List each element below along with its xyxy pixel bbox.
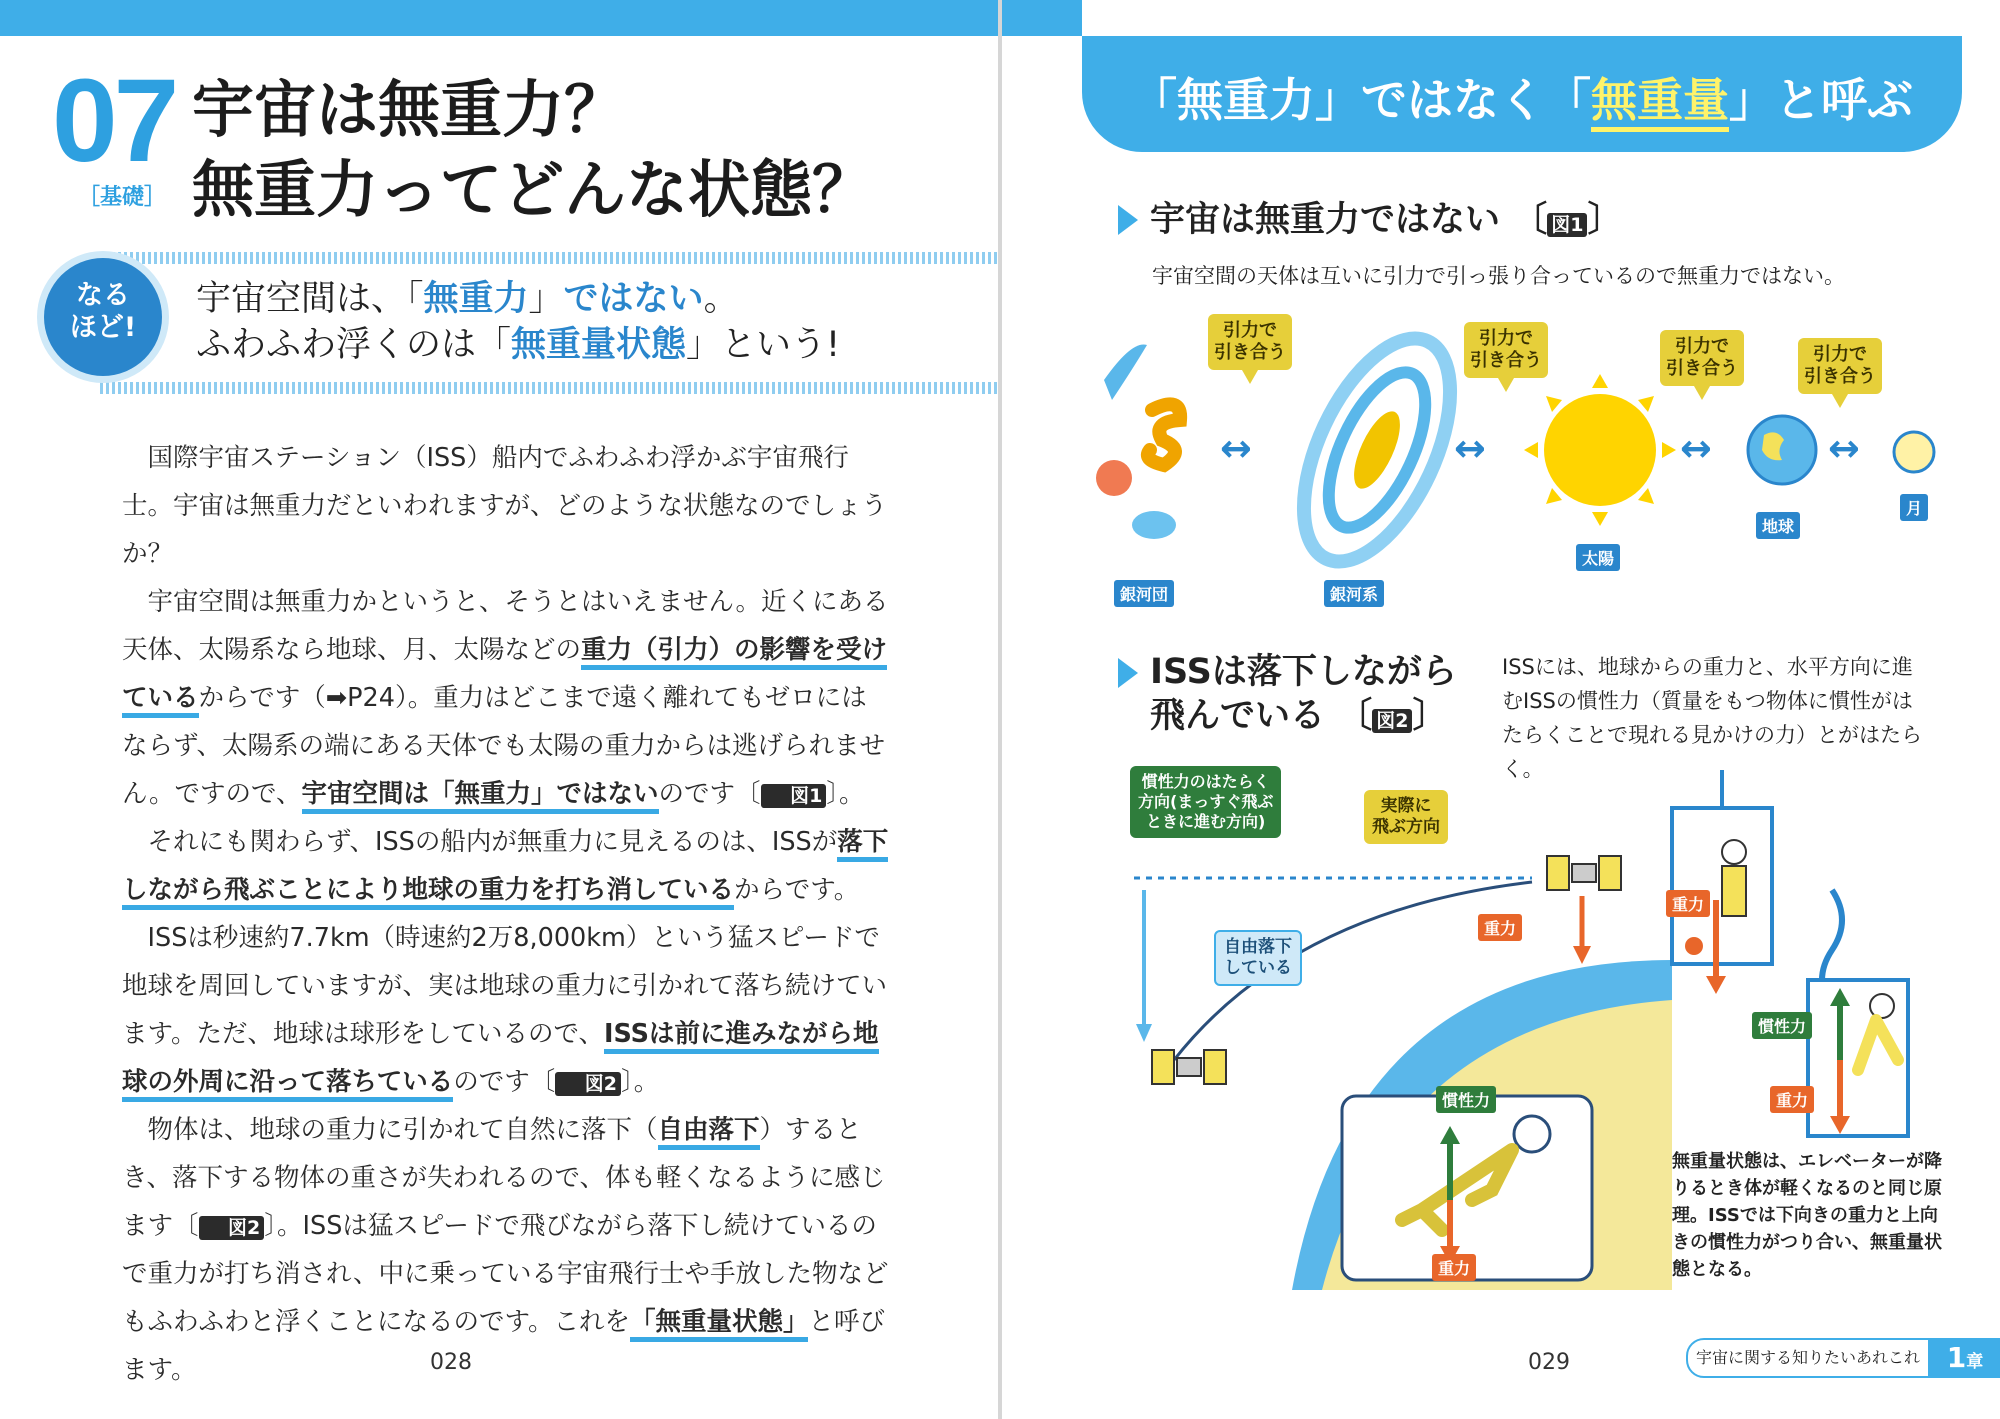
label-sun: 太陽 <box>1576 544 1620 571</box>
label-galaxy-group: 銀河団 <box>1114 580 1174 607</box>
figure-ref-1: 図1 <box>761 784 827 808</box>
elevator-gravity-label-2: 重力 <box>1770 1086 1814 1113</box>
iss-icon <box>1547 856 1621 890</box>
header-title: 「無重力」ではなく「無重量」と呼ぶ <box>1082 64 1962 130</box>
double-arrow-icon: ↔ <box>1680 426 1712 470</box>
chapter-nav-number: 1章 <box>1930 1338 2000 1378</box>
paragraph-3: それにも関わらず、ISSの船内が無重力に見えるのは、ISSが落下しながら飛ぶことにより地球の重力を打ち消しているからです。 <box>122 818 892 914</box>
badge-line-1: なる <box>76 280 130 311</box>
top-color-bar <box>0 0 998 36</box>
double-arrow-icon: ↔ <box>1828 426 1860 470</box>
label-galaxy: 銀河系 <box>1324 580 1384 607</box>
elevator-illustration <box>1662 770 1962 1140</box>
right-page <box>1002 0 2000 1419</box>
title-line-1: 宇宙は無重力？ <box>192 73 627 146</box>
chapter-nav <box>1686 1338 2000 1378</box>
free-fall-label: 自由落下 している <box>1214 930 1302 986</box>
moon-icon <box>1894 432 1934 472</box>
paragraph-5: 物体は、地球の重力に引かれて自然に落下（自由落下）するとき、落下する物体の重さが失われるので、体も軽くなるように感じます〔 図2 〕。ISSは猛スピードで飛びながら落下し続けているので重力が打ち消され、中に乗っている宇宙飛行士や手放した物などもふわふわと浮くことになるのです。これを「無重量状態」と呼びます。 <box>122 1115 889 1385</box>
summary-line-2: ふわふわ浮くのは「無重量状態」という! <box>196 325 841 365</box>
elevator-inertia-label: 慣性力 <box>1752 1012 1812 1039</box>
section-2-figure-ref: 図2 <box>1372 709 1412 733</box>
page-number-left: 028 <box>430 1350 472 1375</box>
section-1-title: 宇宙は無重力ではない 〔 図1 〕 <box>1150 200 1623 240</box>
top-color-bar-right <box>1002 0 1082 36</box>
iss-icon <box>1152 1050 1226 1084</box>
figure-2-description: ISSには、地球からの重力と、水平方向に進むISSの慣性力（質量をもつ物体に慣性がはたらくことで現れる見かけの力）とがはたらく。 <box>1502 655 1922 781</box>
paragraph-2: 宇宙空間は無重力かというと、そうとはいえません。近くにある天体、太陽系なら地球、月、太陽などの重力（引力）の影響を受けているからです（➡P24）。重力はどこまで遠く離れてもゼロにはならず、太陽系の端にある天体でも太陽の重力からは逃げられません。ですので、宇宙空間は「無重力」ではないのです〔 図1 〕。 <box>122 578 892 818</box>
page-number-right: 029 <box>1528 1350 1570 1375</box>
section-1-marker-icon <box>1118 205 1138 235</box>
page-title <box>192 70 874 230</box>
figure-ref-2b: 図2 <box>199 1216 265 1240</box>
summary-box <box>196 276 840 368</box>
left-page <box>0 0 998 1419</box>
person-standing-icon <box>1722 840 1746 916</box>
figure-1-caption: 宇宙空間の天体は互いに引力で引っ張り合っているので無重力ではない。 <box>1152 264 1845 288</box>
double-arrow-icon: ↔ <box>1220 426 1252 470</box>
chapter-nav-label: 宇宙に関する知りたいあれこれ <box>1686 1338 1930 1378</box>
elevator-note: 無重量状態は、エレベーターが降りるとき体が軽くなるのと同じ原理。ISSでは下向きの重力と上向きの慣性力がつり合い、無重量状態となる。 <box>1672 1151 1942 1280</box>
paragraph-1: 国際宇宙ステーション（ISS）船内でふわふわ浮かぶ宇宙飛行士。宇宙は無重力だといわれますが、どのような状態なのでしょうか？ <box>122 443 888 569</box>
naruhodo-badge <box>44 258 162 376</box>
badge-line-2: ほど! <box>69 312 137 343</box>
body-text <box>122 434 892 1394</box>
label-earth: 地球 <box>1756 512 1800 539</box>
milky-way-galaxy-icon <box>1274 317 1481 584</box>
elevator-gravity-label: 重力 <box>1666 890 1710 917</box>
actual-direction-label: 実際に 飛ぶ方向 <box>1364 790 1448 844</box>
section-number: 07 <box>52 55 176 187</box>
sun-icon <box>1524 374 1676 526</box>
decorative-stripe-top <box>100 252 998 264</box>
section-1-figure-ref: 図1 <box>1547 213 1587 237</box>
inertia-direction-label: 慣性力のはたらく 方向(まっすぐ飛ぶ ときに進む方向) <box>1130 766 1281 838</box>
summary-line-1: 宇宙空間は、「無重力」ではない。 <box>196 279 739 319</box>
galaxy-cluster-icon <box>1096 344 1180 539</box>
gravity-label-astronaut: 重力 <box>1432 1254 1476 1281</box>
label-moon: 月 <box>1900 494 1928 521</box>
pull-callout-1: 引力で 引き合う <box>1208 314 1292 370</box>
paragraph-4: ISSは秒速約7.7km（時速約2万8,000km）という猛スピードで地球を周回していますが、実は地球の重力に引かれて落ち続けています。ただ、地球は球形をしているので、ISSは前に進みながら地球の外周に沿って落ちているのです〔 図2 〕。 <box>122 914 892 1106</box>
figure-ref-2: 図2 <box>555 1072 621 1096</box>
title-line-2: 無重力ってどんな状態？ <box>192 153 875 226</box>
earth-icon <box>1748 416 1816 484</box>
section-2-title: ISSは落下しながら 飛んでいる 〔 図2 〕 <box>1150 652 1457 736</box>
pull-callout-3: 引力で 引き合う <box>1660 330 1744 386</box>
pull-callout-4: 引力で 引き合う <box>1798 338 1882 394</box>
decorative-stripe-bottom <box>100 382 998 394</box>
section-tag: ［基礎］ <box>78 185 167 210</box>
pull-callout-2: 引力で 引き合う <box>1464 322 1548 378</box>
double-arrow-icon: ↔ <box>1454 426 1486 470</box>
section-2-marker-icon <box>1118 658 1138 688</box>
inertia-label: 慣性力 <box>1436 1086 1496 1113</box>
gravity-label: 重力 <box>1478 914 1522 941</box>
